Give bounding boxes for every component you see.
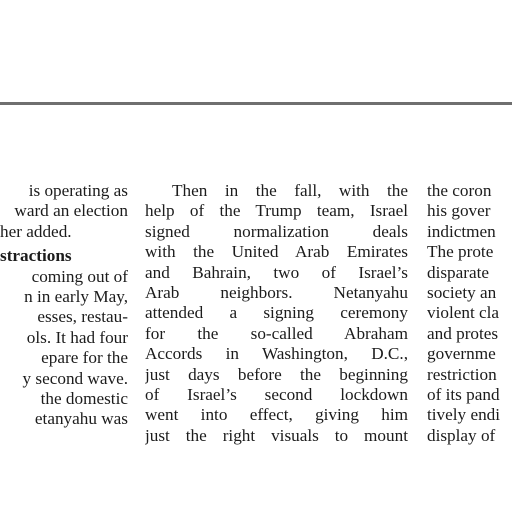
text-line: etanyahu was [34,409,128,429]
text-line: Arab neighbors. Netanyahu [145,282,408,302]
text-line: of its pand [427,384,500,404]
text-line: society an [427,282,497,302]
section-heading: stractions [0,246,72,266]
text-line: n in early May, [24,286,128,306]
text-line: help of the Trump team, Israel [145,201,408,221]
text-line: his gover [427,201,491,221]
text-line: with the United Arab Emirates [145,242,408,262]
article-column-left [0,181,128,430]
text-line: esses, restau- [37,307,128,327]
text-line: governme [427,344,496,364]
text-line: signed normalization deals [145,221,408,241]
text-line: Accords in Washington, D.C., [145,344,408,364]
text-line: just days before the beginning [145,364,408,384]
text-line: violent cla [427,303,500,323]
text-line: ols. It had four [26,327,128,347]
text-line: attended a signing ceremony [145,303,408,323]
text-line: indictmen [427,221,496,241]
text-line: restriction [427,364,497,384]
text-line: tively endi [427,405,501,425]
text-line: of Israel’s second lockdown [145,384,408,404]
text-line: for the so-called Abraham [145,323,408,343]
text-line: display of [427,425,496,445]
text-line: the coron [427,181,492,200]
text-line: is operating as [28,181,128,200]
text-line: her added. [0,221,72,241]
article-column-right [427,181,512,446]
text-line: just the right visuals to mount [145,425,408,445]
text-line: the domestic [40,388,128,408]
text-line: disparate [427,262,490,282]
header-divider-rule [0,102,512,105]
text-line: and Bahrain, two of Israel’s [145,262,408,282]
text-line: and protes [427,323,499,343]
text-line: ward an election [14,201,128,221]
text-line: Then in the fall, with the [172,181,408,200]
text-line: epare for the [41,348,128,368]
article-column-middle [145,181,408,446]
text-line: coming out of [31,266,128,286]
text-line: went into effect, giving him [145,405,408,425]
text-line: The prote [427,242,494,262]
text-line: y second wave. [22,368,128,388]
